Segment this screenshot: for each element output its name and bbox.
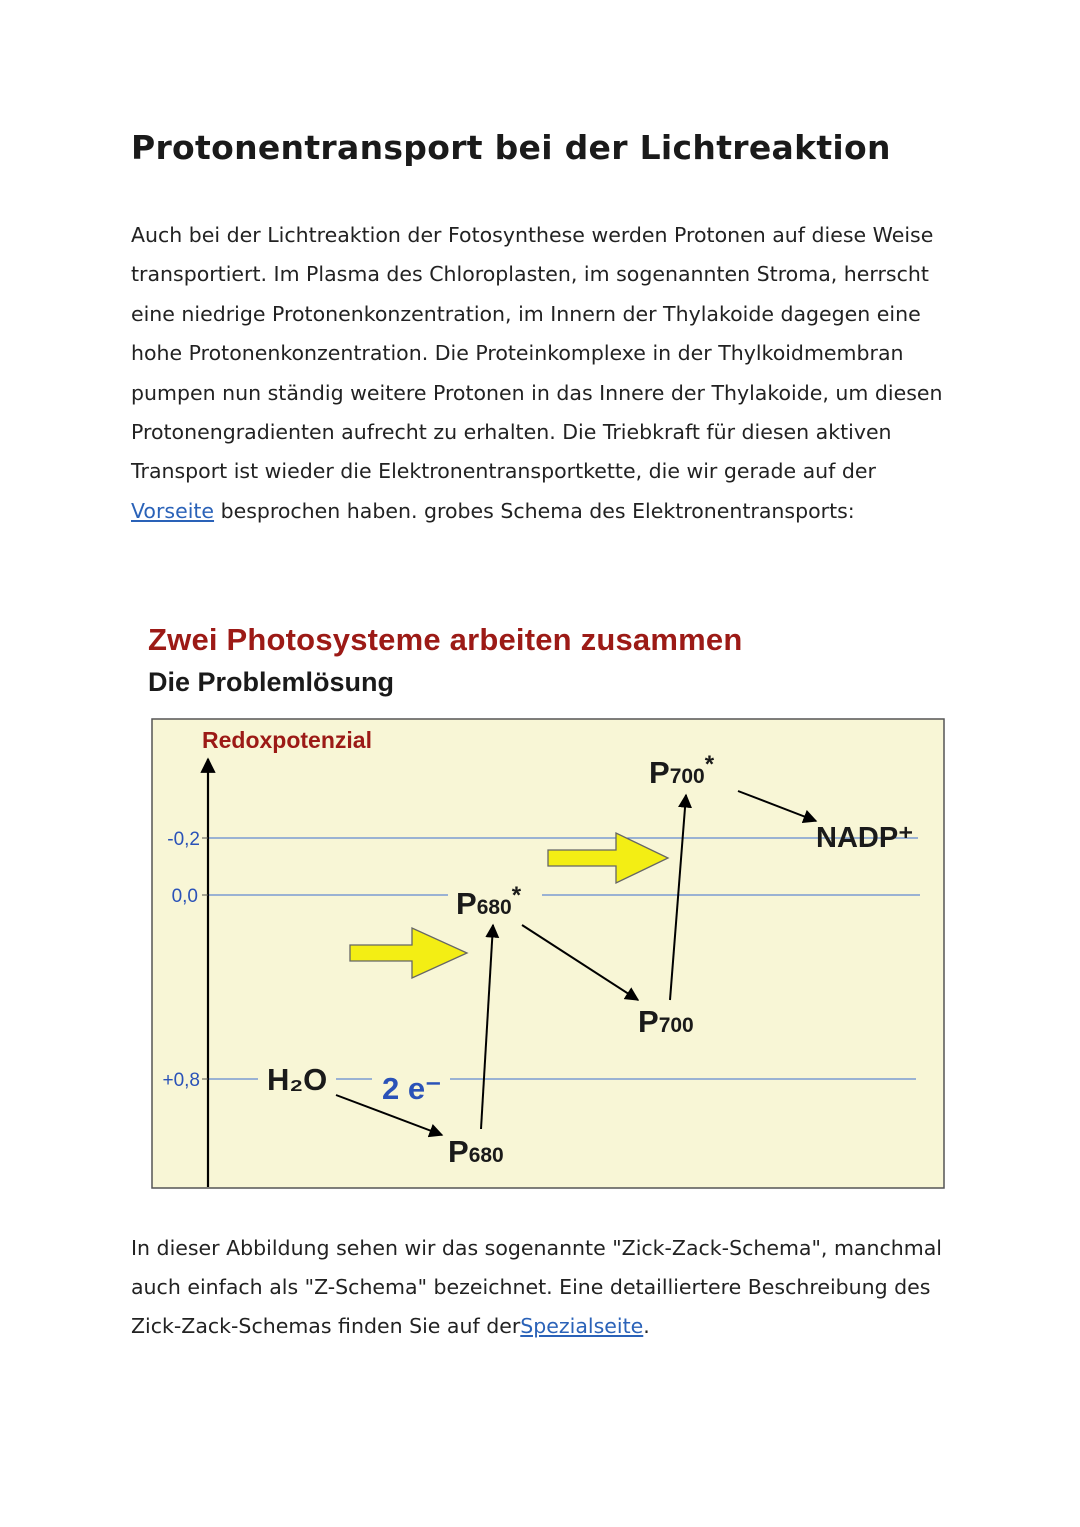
intro-text-after-link: besprochen haben. grobes Schema des Elektronentransports:	[214, 498, 855, 523]
tick-label-minus02: -0,2	[167, 829, 200, 850]
intro-text-before-link: Auch bei der Lichtreaktion der Fotosynthese werden Protonen auf diese Weise transportiert. Im Plasma des Chloroplasten, im sogenannten Stroma, herrscht eine niedrige Protonenkonzentration, im Innern der Thylakoide dagegen eine hohe Protonenkonzentration. Die Proteinkomplexe in der Thylkoidmembran pumpen nun ständig weitere Protonen in das Innere der Thylakoide, um diesen Protonengradienten aufrecht zu erhalten. Die Triebkraft für diesen aktiven Transport ist wieder die Elektronentransportkette, die wir gerade auf der	[131, 223, 943, 484]
outro-text-before-link: In dieser Abbildung sehen wir das sogenannte "Zick-Zack-Schema", manchmal auch einfach als "Z-Schema" bezeichnet. Eine detailliertere Beschreibung des Zick-Zack-Schemas finden Sie auf der	[131, 1236, 942, 1338]
tick-label-08: +0,8	[162, 1070, 200, 1091]
vorseite-link[interactable]: Vorseite	[131, 498, 215, 523]
outro-text-after-link: .	[643, 1313, 650, 1338]
axis-label: Redoxpotenzial	[202, 727, 372, 753]
label-h2o: H₂O	[267, 1062, 328, 1097]
tick-label-00: 0,0	[171, 886, 198, 907]
label-electrons: 2 e⁻	[382, 1071, 442, 1106]
label-nadp: NADP⁺	[816, 822, 914, 854]
label-p700: P700	[638, 1004, 694, 1039]
diagram-background	[152, 719, 944, 1188]
z-scheme-diagram	[150, 717, 946, 1190]
label-p680: P680	[448, 1134, 504, 1169]
outro-paragraph	[131, 1229, 961, 1345]
figure-title: Zwei Photosysteme arbeiten zusammen	[148, 622, 743, 657]
label-p680-star: P680*	[456, 882, 522, 921]
figure-subtitle: Die Problemlösung	[148, 667, 395, 697]
spezialseite-link[interactable]: Spezialseite	[520, 1313, 644, 1338]
page-title: Protonentransport bei der Lichtreaktion	[131, 128, 891, 167]
label-p700-star: P700*	[649, 751, 715, 790]
intro-paragraph	[131, 216, 961, 531]
